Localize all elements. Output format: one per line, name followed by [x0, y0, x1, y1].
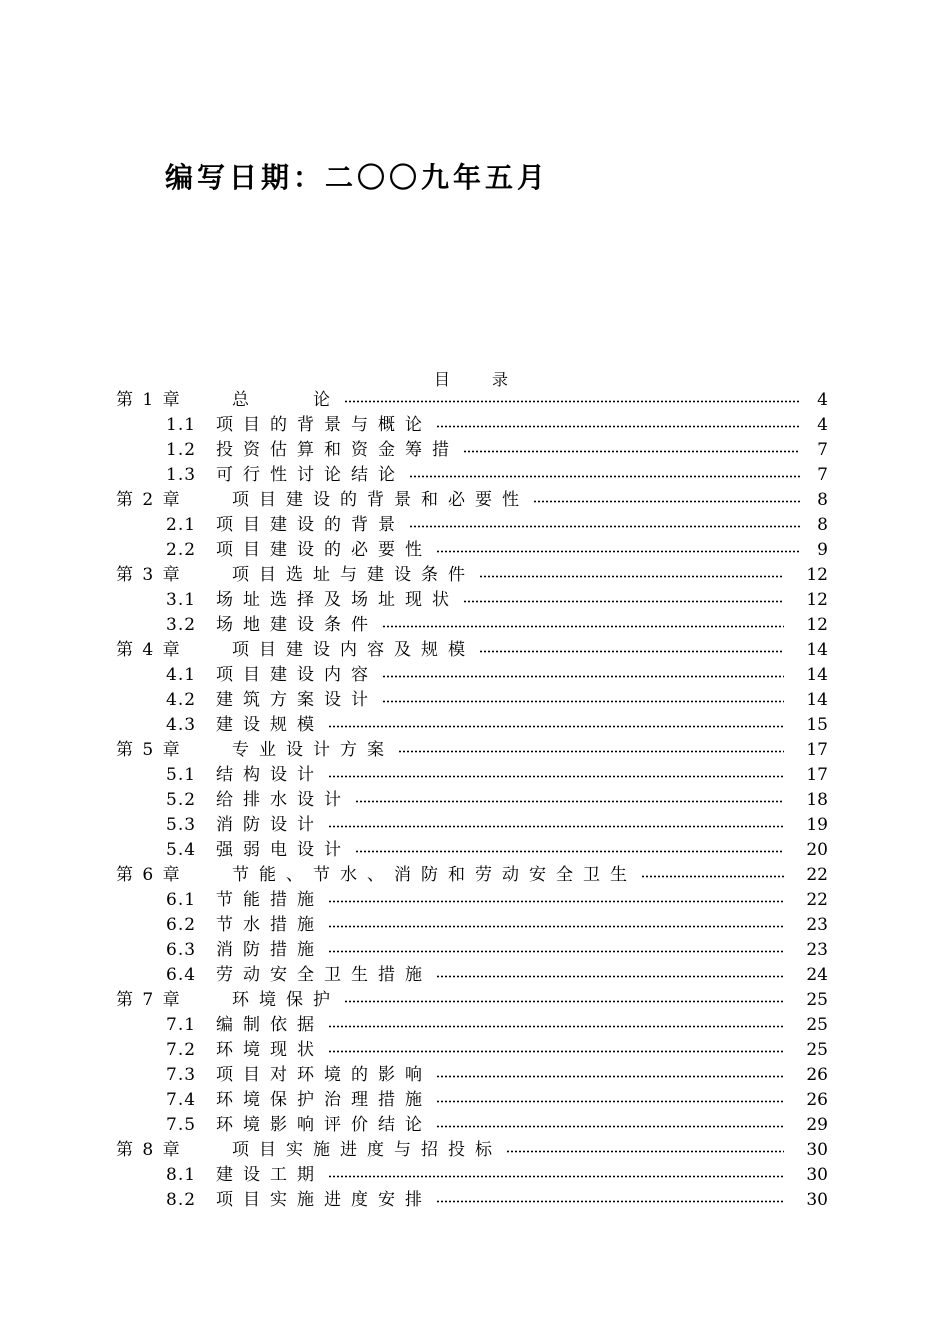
- toc-entry-number: 5.4: [166, 840, 197, 860]
- toc-entry-title: 项目的背景与概论: [216, 415, 432, 435]
- toc-section-entry[interactable]: [0, 688, 950, 713]
- toc-entry-title: 项目建设内容及规模: [232, 640, 475, 660]
- toc-entry-title: 节能措施: [216, 890, 324, 910]
- toc-dot-leader: [409, 475, 800, 478]
- toc-dot-leader: [382, 625, 784, 628]
- toc-dot-leader: [436, 1100, 784, 1103]
- toc-entry-title: 可行性讨论结论: [216, 465, 405, 485]
- toc-entry-page: 8: [817, 515, 828, 535]
- toc-entry-number: 7.4: [166, 1090, 197, 1110]
- toc-section-entry[interactable]: [0, 788, 950, 813]
- toc-entry-title: 强弱电设计: [216, 840, 351, 860]
- toc-section-entry[interactable]: [0, 1063, 950, 1088]
- toc-dot-leader: [641, 875, 784, 878]
- toc-entry-page: 24: [806, 965, 828, 985]
- toc-entry-number: 7.1: [166, 1015, 197, 1035]
- toc-entry-page: 26: [806, 1090, 828, 1110]
- toc-entry-page: 30: [806, 1165, 828, 1185]
- toc-section-entry[interactable]: [0, 1188, 950, 1213]
- toc-entry-number: 第 3 章: [116, 565, 182, 585]
- toc-entry-title: 建设规模: [216, 715, 324, 735]
- toc-entry-page: 25: [806, 1040, 828, 1060]
- toc-dot-leader: [328, 725, 784, 728]
- toc-section-entry[interactable]: [0, 513, 950, 538]
- toc-entry-number: 3.1: [166, 590, 197, 610]
- toc-entry-number: 5.3: [166, 815, 197, 835]
- toc-section-entry[interactable]: [0, 1013, 950, 1038]
- toc-entry-number: 2.2: [166, 540, 197, 560]
- toc-entry-title: 劳动安全卫生措施: [216, 965, 432, 985]
- toc-dot-leader: [382, 675, 784, 678]
- toc-entry-title: 场址选择及场址现状: [216, 590, 459, 610]
- toc-entry-page: 17: [806, 765, 828, 785]
- toc-entry-title: 投资估算和资金筹措: [216, 440, 459, 460]
- toc-chapter-entry[interactable]: [0, 988, 950, 1013]
- toc-section-entry[interactable]: [0, 763, 950, 788]
- toc-entry-number: 第 2 章: [116, 490, 182, 510]
- toc-entry-title: 消防措施: [216, 940, 324, 960]
- toc-entry-title: 建设工期: [216, 1165, 324, 1185]
- toc-chapter-entry[interactable]: [0, 1138, 950, 1163]
- toc-entry-number: 8.2: [166, 1190, 197, 1210]
- toc-entry-title: 结构设计: [216, 765, 324, 785]
- toc-section-entry[interactable]: [0, 1163, 950, 1188]
- toc-entry-page: 22: [806, 890, 828, 910]
- toc-entry-title: 环境影响评价结论: [216, 1115, 432, 1135]
- toc-entry-number: 6.1: [166, 890, 197, 910]
- toc-entry-page: 23: [806, 915, 828, 935]
- toc-section-entry[interactable]: [0, 588, 950, 613]
- toc-dot-leader: [328, 1025, 784, 1028]
- toc-entry-page: 25: [806, 990, 828, 1010]
- toc-dot-leader: [436, 1125, 784, 1128]
- toc-entry-page: 12: [806, 565, 828, 585]
- toc-entry-page: 7: [817, 465, 828, 485]
- toc-section-entry[interactable]: [0, 838, 950, 863]
- toc-dot-leader: [409, 525, 800, 528]
- toc-entry-title: 节水措施: [216, 915, 324, 935]
- toc-dot-leader: [463, 600, 784, 603]
- toc-dot-leader: [344, 400, 800, 403]
- toc-entry-title: 项目实施进度安排: [216, 1190, 432, 1210]
- toc-entry-number: 5.2: [166, 790, 197, 810]
- toc-entry-page: 9: [817, 540, 828, 560]
- toc-entry-title: 项目建设的必要性: [216, 540, 432, 560]
- toc-section-entry[interactable]: [0, 938, 950, 963]
- toc-section-entry[interactable]: [0, 1113, 950, 1138]
- toc-entry-title: 项目选址与建设条件: [232, 565, 475, 585]
- toc-entry-number: 4.1: [166, 665, 197, 685]
- toc-dot-leader: [382, 700, 784, 703]
- toc-entry-page: 30: [806, 1140, 828, 1160]
- toc-chapter-entry[interactable]: [0, 738, 950, 763]
- toc-dot-leader: [479, 575, 784, 578]
- toc-section-entry[interactable]: [0, 438, 950, 463]
- toc-dot-leader: [436, 1075, 784, 1078]
- toc-entry-number: 第 1 章: [116, 390, 182, 410]
- toc-section-entry[interactable]: [0, 1038, 950, 1063]
- toc-entry-number: 第 5 章: [116, 740, 182, 760]
- toc-dot-leader: [355, 800, 784, 803]
- toc-entry-page: 26: [806, 1065, 828, 1085]
- toc-section-entry[interactable]: [0, 963, 950, 988]
- toc-dot-leader: [436, 1200, 784, 1203]
- toc-dot-leader: [328, 925, 784, 928]
- toc-entry-page: 4: [817, 415, 828, 435]
- toc-entry-number: 第 8 章: [116, 1140, 182, 1160]
- toc-entry-page: 20: [806, 840, 828, 860]
- toc-entry-title: 项目实施进度与招投标: [232, 1140, 502, 1160]
- toc-section-entry[interactable]: [0, 613, 950, 638]
- toc-entry-number: 8.1: [166, 1165, 197, 1185]
- toc-entry-number: 5.1: [166, 765, 197, 785]
- toc-section-entry[interactable]: [0, 463, 950, 488]
- toc-dot-leader: [328, 825, 784, 828]
- toc-entry-title: 环境现状: [216, 1040, 324, 1060]
- toc-dot-leader: [328, 1050, 784, 1053]
- toc-dot-leader: [479, 650, 784, 653]
- toc-entry-number: 第 6 章: [116, 865, 182, 885]
- toc-entry-number: 4.3: [166, 715, 197, 735]
- toc-entry-title: 总 论: [232, 390, 340, 410]
- toc-dot-leader: [533, 500, 800, 503]
- toc-entry-page: 19: [806, 815, 828, 835]
- toc-entry-title: 节能、节水、消防和劳动安全卫生: [232, 865, 637, 885]
- toc-section-entry[interactable]: [0, 663, 950, 688]
- toc-dot-leader: [328, 900, 784, 903]
- toc-chapter-entry[interactable]: [0, 488, 950, 513]
- toc-dot-leader: [344, 1000, 784, 1003]
- toc-entry-title: 项目对环境的影响: [216, 1065, 432, 1085]
- toc-entry-number: 6.4: [166, 965, 197, 985]
- toc-entry-number: 7.3: [166, 1065, 197, 1085]
- toc-section-entry[interactable]: [0, 713, 950, 738]
- toc-section-entry[interactable]: [0, 888, 950, 913]
- toc-section-entry[interactable]: [0, 1088, 950, 1113]
- toc-entry-page: 30: [806, 1190, 828, 1210]
- toc-section-entry[interactable]: [0, 413, 950, 438]
- toc-chapter-entry[interactable]: [0, 863, 950, 888]
- toc-dot-leader: [436, 975, 784, 978]
- toc-dot-leader: [328, 950, 784, 953]
- toc-entry-title: 给排水设计: [216, 790, 351, 810]
- toc-entry-page: 12: [806, 615, 828, 635]
- toc-entry-title: 消防设计: [216, 815, 324, 835]
- toc-entry-page: 8: [817, 490, 828, 510]
- toc-entry-number: 第 4 章: [116, 640, 182, 660]
- toc-dot-leader: [355, 850, 784, 853]
- toc-entry-page: 7: [817, 440, 828, 460]
- table-of-contents: [0, 388, 950, 1213]
- toc-entry-title: 专业设计方案: [232, 740, 394, 760]
- toc-dot-leader: [506, 1150, 784, 1153]
- toc-entry-title: 项目建设的背景和必要性: [232, 490, 529, 510]
- toc-dot-leader: [398, 750, 784, 753]
- toc-entry-title: 编制依据: [216, 1015, 324, 1035]
- toc-entry-number: 7.2: [166, 1040, 197, 1060]
- toc-dot-leader: [436, 550, 800, 553]
- toc-entry-title: 项目建设内容: [216, 665, 378, 685]
- toc-section-entry[interactable]: [0, 813, 950, 838]
- toc-entry-number: 6.3: [166, 940, 197, 960]
- toc-entry-title: 环境保护: [232, 990, 340, 1010]
- compile-date: 编写日期：二〇〇九年五月: [165, 161, 550, 194]
- toc-entry-title: 场地建设条件: [216, 615, 378, 635]
- toc-entry-page: 15: [806, 715, 828, 735]
- toc-entry-number: 1.2: [166, 440, 197, 460]
- toc-entry-page: 12: [806, 590, 828, 610]
- toc-entry-page: 23: [806, 940, 828, 960]
- toc-entry-title: 建筑方案设计: [216, 690, 378, 710]
- toc-chapter-entry[interactable]: [0, 563, 950, 588]
- toc-entry-number: 7.5: [166, 1115, 197, 1135]
- toc-entry-page: 17: [806, 740, 828, 760]
- toc-entry-page: 14: [806, 690, 828, 710]
- toc-entry-page: 4: [817, 390, 828, 410]
- toc-entry-page: 25: [806, 1015, 828, 1035]
- toc-entry-number: 4.2: [166, 690, 197, 710]
- toc-chapter-entry[interactable]: [0, 638, 950, 663]
- toc-entry-number: 6.2: [166, 915, 197, 935]
- toc-entry-page: 22: [806, 865, 828, 885]
- toc-dot-leader: [436, 425, 800, 428]
- toc-section-entry[interactable]: [0, 538, 950, 563]
- toc-entry-page: 14: [806, 640, 828, 660]
- toc-entry-number: 1.1: [166, 415, 197, 435]
- toc-entry-title: 项目建设的背景: [216, 515, 405, 535]
- toc-section-entry[interactable]: [0, 913, 950, 938]
- toc-entry-number: 第 7 章: [116, 990, 182, 1010]
- toc-chapter-entry[interactable]: [0, 388, 950, 413]
- toc-title: 目录: [434, 370, 551, 389]
- toc-entry-number: 3.2: [166, 615, 197, 635]
- toc-entry-page: 29: [806, 1115, 828, 1135]
- toc-entry-number: 2.1: [166, 515, 197, 535]
- toc-entry-title: 环境保护治理措施: [216, 1090, 432, 1110]
- toc-dot-leader: [463, 450, 800, 453]
- toc-dot-leader: [328, 1175, 784, 1178]
- toc-entry-page: 14: [806, 665, 828, 685]
- toc-entry-page: 18: [806, 790, 828, 810]
- toc-dot-leader: [328, 775, 784, 778]
- toc-entry-number: 1.3: [166, 465, 197, 485]
